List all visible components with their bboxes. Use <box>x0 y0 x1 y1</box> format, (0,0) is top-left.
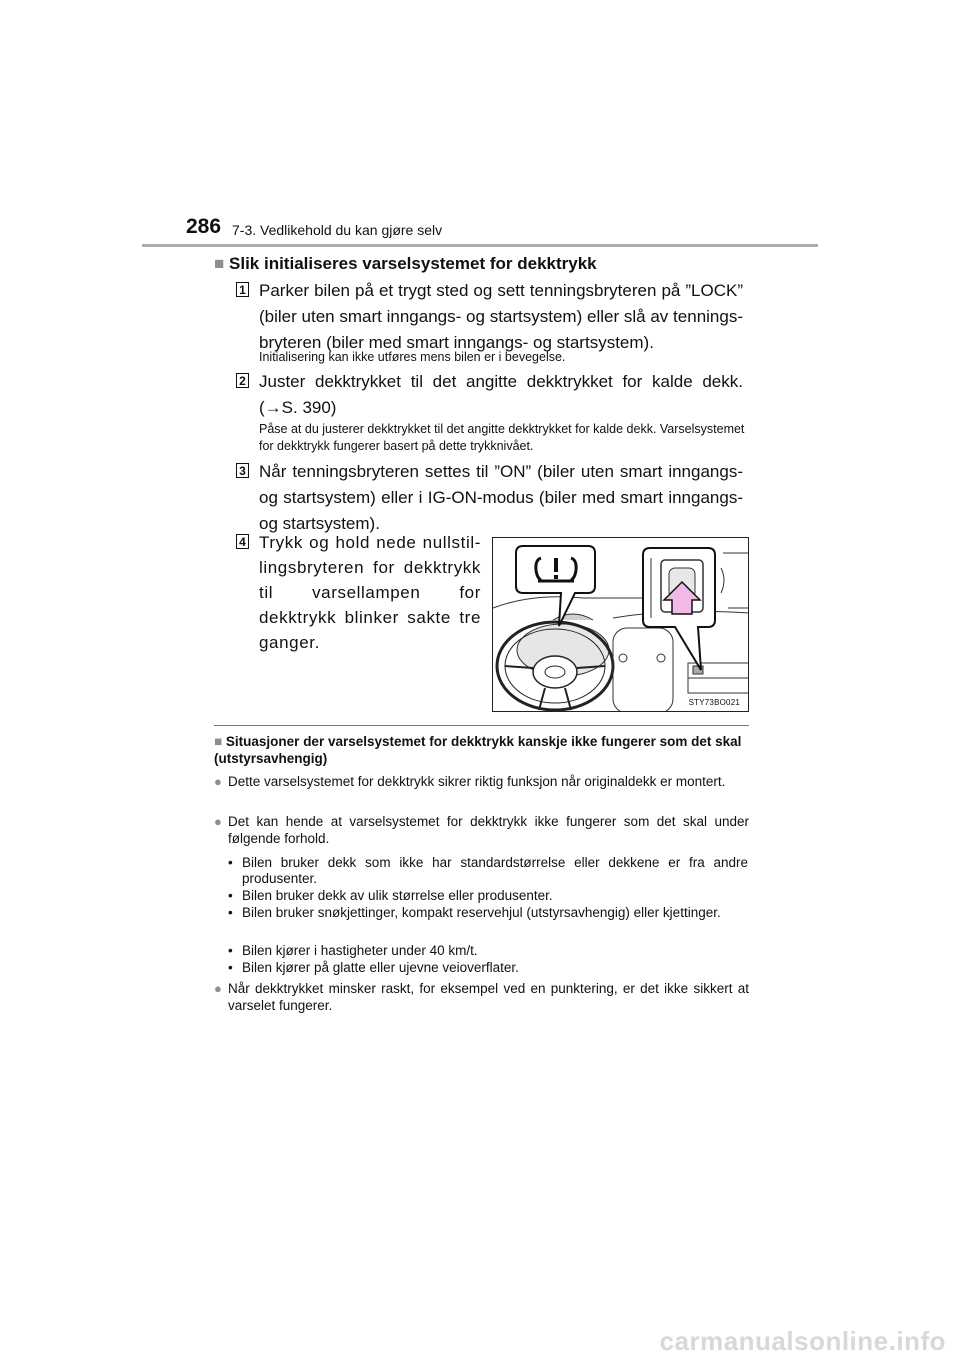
watermark: carmanualsonline.info <box>659 1326 946 1356</box>
dashboard-drawing <box>493 538 749 712</box>
notes-heading-text: Situasjoner der varselsystemet for dekktrykk kanskje ikke fungerer som det skal (utstyrsavhengig) <box>214 734 742 766</box>
sub-item <box>228 943 748 959</box>
notes-heading <box>214 733 749 767</box>
sub-item <box>228 855 748 886</box>
sub-item-text: Bilen bruker snøkjettinger, kompakt reservehjul (utstyrsavhengig) eller kjettinger. <box>242 905 721 920</box>
sub-item <box>228 905 748 921</box>
step-number-3: 3 <box>236 463 249 478</box>
sub-item-text: Bilen bruker dekk av ulik størrelse eller produsenter. <box>242 888 553 903</box>
square-bullet-icon: ■ <box>214 254 225 273</box>
note-bullet-text: Det kan hende at varselsystemet for dekktrykk ikke fungerer som det skal under følgende forhold. <box>228 814 749 846</box>
dashboard-illustration <box>492 537 749 712</box>
note-bullet <box>214 980 749 1014</box>
step-number-4: 4 <box>236 534 249 549</box>
dot-bullet-icon: • <box>228 855 233 870</box>
circle-bullet-icon: ● <box>214 981 222 996</box>
sub-item-text: Bilen kjører på glatte eller ujevne veioverflater. <box>242 960 519 975</box>
circle-bullet-icon: ● <box>214 814 222 829</box>
square-bullet-icon: ■ <box>214 734 223 749</box>
note-bullet-text: Dette varselsystemet for dekktrykk sikrer riktig funksjon når originaldekk er montert. <box>228 774 726 789</box>
sub-item <box>228 888 748 904</box>
step-2-text: Juster dekktrykket til det angitte dekktrykket for kalde dekk. (→S. 390) <box>259 372 743 417</box>
dot-bullet-icon: • <box>228 905 233 920</box>
figure-code: STY73BO021 <box>688 698 740 707</box>
header-rule <box>142 244 818 247</box>
step-1-note: Initialisering kan ikke utføres mens bilen er i bevegelse. <box>259 350 566 364</box>
dot-bullet-icon: • <box>228 943 233 958</box>
notes-rule <box>214 725 749 726</box>
note-bullet <box>214 773 749 790</box>
procedure-heading <box>214 254 597 274</box>
sub-item <box>228 960 748 976</box>
step-number-1: 1 <box>236 282 249 297</box>
note-bullet-text: Når dekktrykket minsker raskt, for eksempel ved en punktering, er det ikke sikkert at varselet fungerer. <box>228 981 749 1013</box>
step-1-text: Parker bilen på et trygt sted og sett tenningsbryteren på ”LOCK” (biler uten smart inngangs- og startsystem) eller slå av tennings-bryteren (biler med smart inngangs- og startsystem). <box>259 281 743 352</box>
page-number: 286 <box>186 215 222 238</box>
sub-item-text: Bilen kjører i hastigheter under 40 km/t. <box>242 943 478 958</box>
step-3-text: Når tenningsbryteren settes til ”ON” (biler uten smart inngangs- og startsystem) eller i IG-ON-modus (biler med smart inngangs- og startsystem). <box>259 462 743 533</box>
section-title: 7-3. Vedlikehold du kan gjøre selv <box>232 222 443 238</box>
dot-bullet-icon: • <box>228 888 233 903</box>
procedure-heading-text: Slik initialiseres varselsystemet for dekktrykk <box>229 254 597 273</box>
step-4-text: Trykk og hold nede nullstil-lingsbryteren for dekktrykk til varsellampen for dekktrykk blinker sakte tre ganger. <box>259 533 481 652</box>
step-number-2: 2 <box>236 373 249 388</box>
note-bullet <box>214 813 749 847</box>
dot-bullet-icon: • <box>228 960 233 975</box>
step-2-note: Påse at du justerer dekktrykket til det angitte dekktrykket for kalde dekk. Varselsystemet for dekktrykk fungerer basert på dette trykknivået. <box>259 422 745 453</box>
sub-item-text: Bilen bruker dekk som ikke har standardstørrelse eller dekkene er fra andre produsenter. <box>242 855 748 886</box>
circle-bullet-icon: ● <box>214 774 222 789</box>
